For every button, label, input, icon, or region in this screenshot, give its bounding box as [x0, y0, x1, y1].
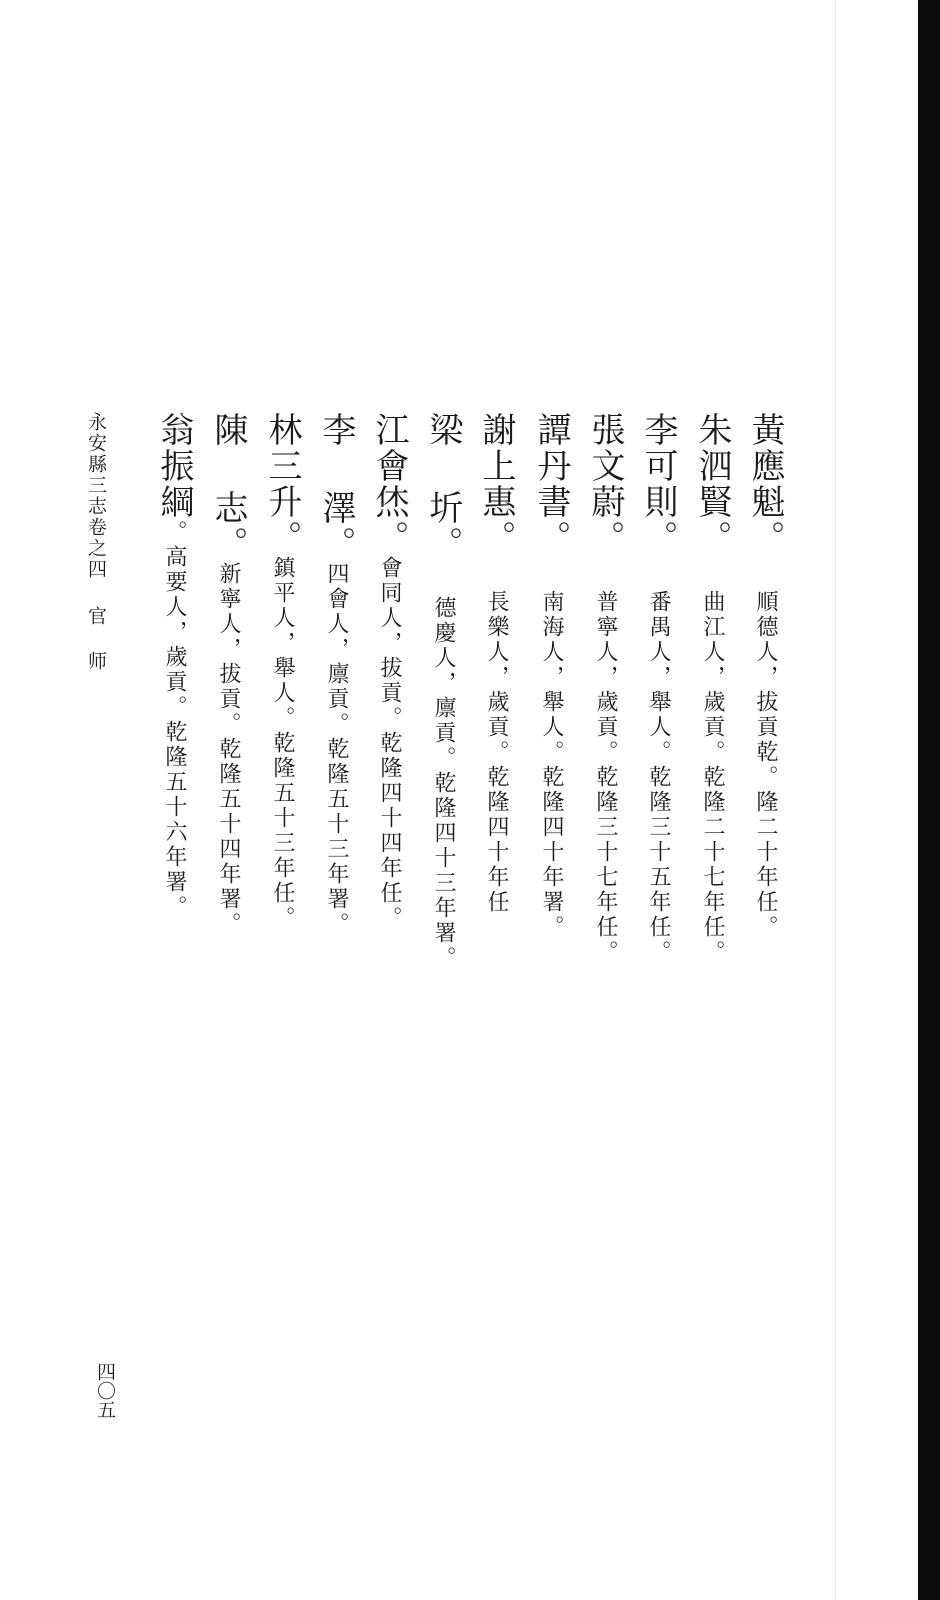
official-name: 江會烋。	[369, 412, 409, 556]
official-name: 李可則。	[638, 412, 678, 556]
official-name: 梁 圻。	[423, 412, 463, 562]
official-detail: 四會人，廪貢。乾隆五十三年署。	[324, 562, 349, 937]
running-head-title: 永安縣三志卷之四	[85, 412, 107, 580]
entry-column	[369, 412, 409, 931]
official-name: 陳 志。	[208, 412, 248, 562]
official-name: 黃應魁。	[745, 412, 785, 556]
official-detail: 曲江人，歲貢。乾隆二十七年任。	[700, 590, 725, 965]
official-name: 張文蔚。	[585, 412, 625, 556]
entry-column	[638, 412, 678, 965]
entry-column	[476, 412, 516, 915]
official-detail: 普寧人，歲貢。乾隆三十七年任。	[593, 590, 618, 965]
official-detail: 鎮平人，舉人。乾隆五十三年任。	[270, 556, 295, 931]
page-number: 四〇五	[94, 1362, 116, 1419]
official-detail: 。高要人，歲貢。乾隆五十六年署。	[162, 520, 187, 920]
official-detail: 新寧人，拔貢。乾隆五十四年署。	[216, 562, 241, 937]
official-name: 林三升。	[262, 412, 302, 556]
entry-column	[316, 412, 356, 937]
official-name: 李 澤。	[316, 412, 356, 562]
official-detail: 順德人，拔貢乾。隆二十年任。	[753, 590, 778, 940]
official-detail: 南海人，舉人。乾隆四十年署。	[539, 590, 564, 940]
entry-column	[262, 412, 302, 931]
entry-column	[745, 412, 785, 940]
entry-column	[423, 412, 463, 971]
page-gutter-line	[835, 0, 836, 1600]
entry-column	[692, 412, 732, 965]
running-head	[82, 412, 110, 672]
official-detail: 德慶人，廪貢。乾隆四十三年署。	[431, 596, 456, 971]
running-head-section: 官 师	[85, 606, 107, 672]
official-name: 翁振綱	[154, 412, 194, 520]
entry-column	[585, 412, 625, 965]
official-name: 朱泗賢。	[692, 412, 732, 556]
official-name: 謝上惠。	[476, 412, 516, 556]
official-name: 譚丹書。	[531, 412, 571, 556]
entry-column	[208, 412, 248, 937]
official-detail: 長樂人，歲貢。乾隆四十年任	[484, 590, 509, 915]
scan-edge	[918, 0, 940, 1600]
official-detail: 會同人，拔貢。乾隆四十四年任。	[377, 556, 402, 931]
entry-column	[531, 412, 571, 940]
official-detail: 番禺人，舉人。乾隆三十五年任。	[646, 590, 671, 965]
entry-column	[154, 412, 194, 920]
